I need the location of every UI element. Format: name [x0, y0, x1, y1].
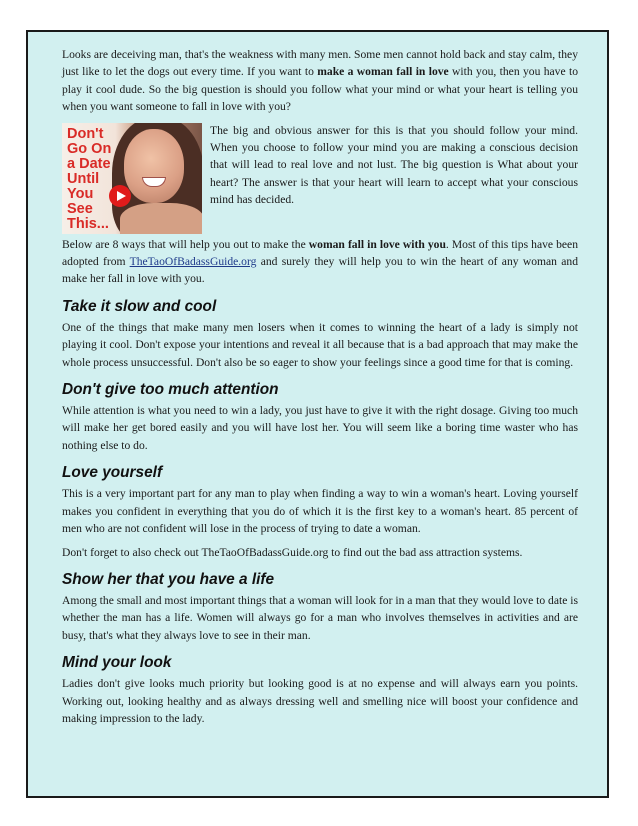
intro-paragraph-1: [62, 46, 578, 116]
promo-text-line: See: [67, 200, 93, 217]
article-body: [62, 46, 578, 733]
section-heading: Mind your look: [62, 654, 172, 672]
intro-paragraph-3: [62, 236, 578, 288]
section-paragraph: Ladies don't give looks much priority but looking good is at no expense and will always earn you points. Working out, looking healthy and as always dressing well and smelling nice will boost your confidence and making impression to the lady.: [62, 677, 578, 725]
section-paragraph: This is a very important part for any man to play when finding a way to win a woman's heart. Loving yourself makes you confident in everything that you do of which it is the first key to a woman's heart. 85 percent of men who are not confident will lose in the process of trying to date a woman.: [62, 487, 578, 536]
promo-text-line: Until: [67, 170, 100, 187]
intro-bold-phrase: make a woman fall in love: [317, 65, 449, 79]
intro-text: and surely they will help you to win the heart of any woman and make her fall in love with you.: [62, 255, 578, 286]
section-heading: Show her that you have a life: [62, 570, 275, 588]
section-paragraph: One of the things that make many men losers when it comes to winning the heart of a lady is simply not playing it cool. Don't expose your intentions and reveal it all because that is a bad approach that may make the whole process unsuccessful. Don't also be so eager to show your feelings since a good time for that is coming.: [62, 320, 578, 369]
promo-text-line: Don't: [67, 125, 104, 142]
promo-text-line: a Date: [67, 155, 111, 172]
promo-image-shoulder: [120, 203, 202, 234]
document-page: [26, 30, 609, 798]
intro-text: Looks are deceiving man, that's the weakness with many men. Some men cannot hold back and stay calm, they just like to let the dogs out every time. If you want to: [62, 48, 578, 79]
section-heading: Take it slow and cool: [62, 297, 217, 315]
intro-text: with you, then you have to play it cool dude. So the big question is should you follow what your mind or what your heart is telling you when you want someone to fall in love with you?: [62, 65, 579, 114]
intro-text: Below are 8 ways that will help you out to make the: [62, 237, 309, 251]
promo-text-line: Go On: [67, 140, 112, 157]
intro-bold-phrase: woman fall in love with you: [308, 237, 446, 251]
section-paragraph: Among the small and most important things that a woman will look for in a man that they would love to date is whether the man has a life. Women will always go for a man who involves themselves in activities and are busy, that's what they always love to see in their man.: [62, 593, 578, 642]
intro-paragraph-2: The big and obvious answer for this is that you should follow your mind. When you choose to follow your mind you are making a conscious decision that will lead to real love and not lust. The big question is What about your heart? The answer is that your heart will learn to accept what your conscious mind has decided.: [210, 123, 578, 207]
intro-text: . Most of this tips have been adopted from: [62, 237, 579, 269]
promo-text-line: You: [67, 185, 94, 202]
play-icon[interactable]: [109, 185, 131, 207]
promo-text-line: This...: [67, 215, 109, 232]
section-heading: Love yourself: [62, 464, 163, 482]
section-paragraph: Don't forget to also check out TheTaoOfBadassGuide.org to find out the bad ass attraction systems.: [62, 545, 523, 559]
section-paragraph: While attention is what you need to win a lady, you just have to give it with the right dosage. Giving too much will make her get bored easily and you will have lost her. You will seem like a boring time waster who has nothing else to do.: [62, 404, 578, 452]
tao-of-badass-link[interactable]: TheTaoOfBadassGuide.org: [129, 255, 257, 269]
promo-image-face: [124, 129, 184, 203]
promo-image[interactable]: [62, 123, 202, 234]
promo-overlay-text: [67, 127, 111, 232]
section-heading: Don't give too much attention: [62, 381, 279, 399]
